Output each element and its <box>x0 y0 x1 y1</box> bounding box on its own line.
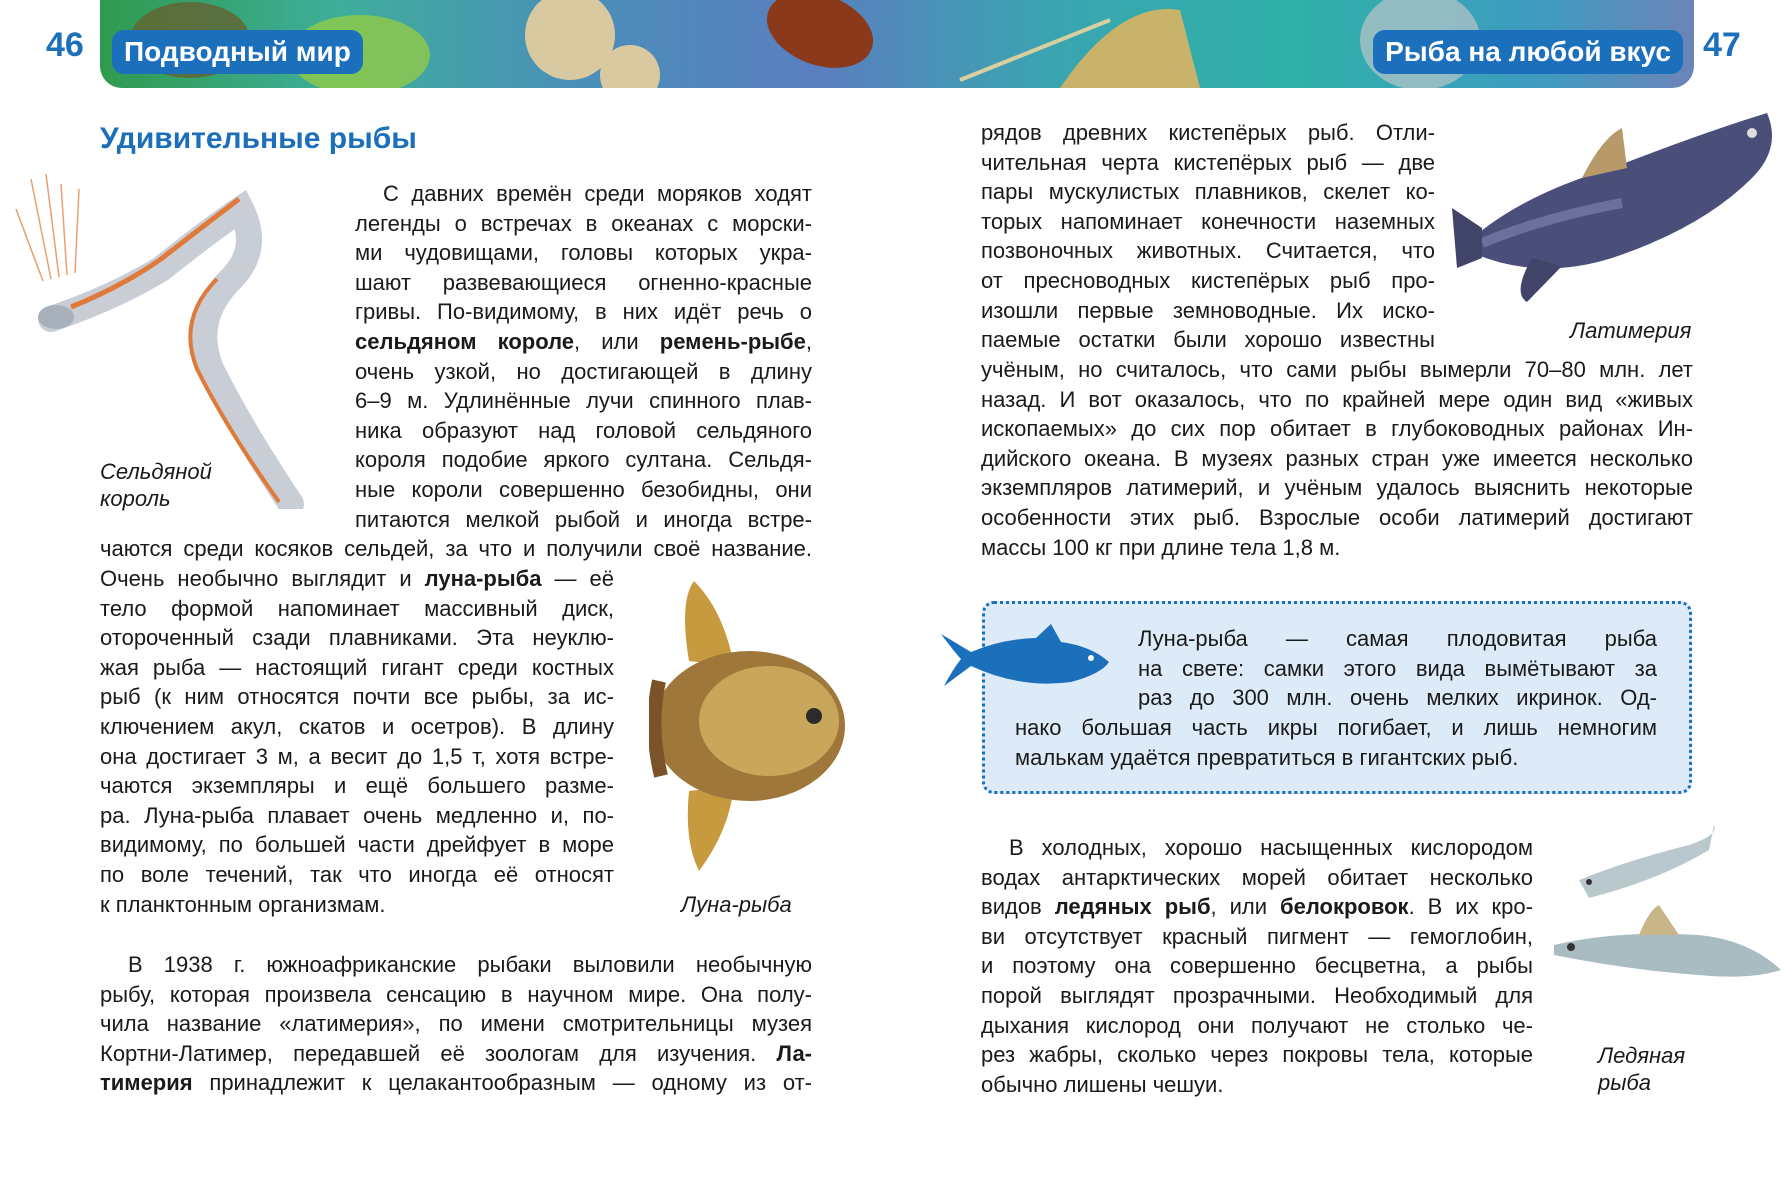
callout-text-narrow <box>1138 624 1657 713</box>
text-line <box>355 357 812 387</box>
callout-text-wide <box>1015 713 1657 772</box>
text-run: жая рыба — настоящий гигант среди костных <box>100 654 614 680</box>
caption-oarfish <box>100 458 212 512</box>
bold-term: тимерия <box>100 1070 193 1096</box>
section-title-right: Рыба на любой вкус <box>1373 30 1683 74</box>
text-run: назад. И вот оказалось, что по крайней мере один вид «живых <box>981 386 1693 412</box>
caption-line: Ледяная <box>1598 1043 1686 1068</box>
text-run: водах антарктических морей обитает несколько <box>981 864 1533 890</box>
paragraph-coelacanth-narrow <box>981 118 1435 355</box>
text-line <box>100 594 614 624</box>
text-run: тело формой напоминает массивный диск, <box>100 595 614 621</box>
text-line <box>355 238 812 268</box>
text-line <box>1015 713 1657 743</box>
text-run: С давних времён среди моряков ходят <box>383 181 812 206</box>
page-number-left: 46 <box>46 26 84 64</box>
text-line <box>100 1068 812 1098</box>
text-line <box>100 980 812 1010</box>
caption-line: рыба <box>1598 1070 1652 1095</box>
text-line <box>981 148 1435 178</box>
text-run: видимому, по большей части дрейфует в море <box>100 832 614 858</box>
text-line <box>355 327 812 357</box>
page-number-right: 47 <box>1703 26 1741 64</box>
text-run: позвоночных животных. Считается, что <box>981 238 1435 264</box>
text-line <box>355 445 812 475</box>
text-run: шают развевающиеся огненно-красные <box>355 269 812 295</box>
text-line <box>100 860 614 890</box>
text-run: чила название «латимерия», по имени смотрительницы музея <box>100 1011 812 1037</box>
bold-term: ремень-рыбе <box>659 328 806 354</box>
text-line <box>100 950 812 980</box>
text-run: рыб (к ним относятся почти все рыбы, за ис- <box>100 684 614 710</box>
text-run: нако большая часть икры погибает, и лишь немногим <box>1015 715 1657 740</box>
text-line <box>981 922 1533 952</box>
text-run: Луна-рыба — самая плодовитая рыба <box>1138 626 1657 651</box>
text-line <box>355 475 812 505</box>
text-run: чаются экземпляры и ещё большего разме- <box>100 773 614 799</box>
sunfish-illustration <box>649 581 849 871</box>
paragraph-oarfish-narrow <box>355 179 812 534</box>
text-line <box>981 177 1435 207</box>
paragraph-coelacanth-start <box>100 950 812 1098</box>
paragraph-sunfish <box>100 564 614 919</box>
text-run: на свете: самки этого вида вымётывают за <box>1138 655 1657 681</box>
text-run: . В их кро- <box>1408 894 1533 920</box>
text-run: отороченный сзади плавниками. Эта неуклю- <box>100 625 614 651</box>
text-run: и поэтому она совершенно бесцветна, а рыбы <box>981 953 1533 979</box>
text-run: В 1938 г. южноафриканские рыбаки выловили необычную <box>128 952 812 977</box>
bold-term: ледяных рыб <box>1054 894 1211 920</box>
text-line <box>981 207 1435 237</box>
caption-line: Сельдяной <box>100 459 212 484</box>
text-line <box>100 712 614 742</box>
text-run: принадлежит к целакантообразным — одному из от- <box>192 1070 812 1096</box>
text-run: паемые остатки были хорошо известны <box>981 327 1435 353</box>
text-line <box>981 414 1693 444</box>
text-line <box>355 505 812 535</box>
text-run: особенности этих рыб. Взрослые особи латимерий достигают <box>981 504 1693 530</box>
text-line <box>100 564 614 594</box>
text-run: к планктонным организмам. <box>100 891 386 917</box>
text-run: ные короли совершенно безобидны, они <box>355 476 812 502</box>
caption-coelacanth: Латимерия <box>1570 318 1692 343</box>
text-run: короля подобие яркого султана. Сельдя- <box>355 447 812 473</box>
text-line <box>100 830 614 860</box>
text-run: Очень необычно выглядит и <box>100 566 425 591</box>
caption-sunfish: Луна-рыба <box>681 892 792 917</box>
text-run: торых напоминает конечности наземных <box>981 208 1435 234</box>
text-run: ископаемых» до сих пор обитает в глубоководных районах Ин- <box>981 416 1693 442</box>
text-run: чаются среди косяков сельдей, за что и получили своё название. <box>100 536 812 561</box>
text-line <box>100 682 614 712</box>
text-line <box>355 268 812 298</box>
text-line <box>1138 683 1657 713</box>
text-line <box>981 118 1435 148</box>
text-line <box>981 266 1435 296</box>
text-run: Кортни-Латимер, передавшей её зоологам для изучения. <box>100 1040 777 1066</box>
text-run: малькам удаётся превратиться в гигантских рыб. <box>1015 744 1519 770</box>
caption-line: король <box>100 486 171 511</box>
text-run: питаются мелкой рыбой и иногда встре- <box>355 506 812 532</box>
text-line <box>1138 654 1657 684</box>
text-line <box>981 833 1533 863</box>
text-line <box>981 236 1435 266</box>
coelacanth-illustration <box>1452 108 1783 302</box>
text-run: рыбу, которая произвела сенсацию в научном мире. Она полу- <box>100 981 812 1007</box>
text-run: ника образуют над головой сельдяного <box>355 417 812 443</box>
text-run: видов <box>981 894 1055 920</box>
text-run: очень узкой, но достигающей в длину <box>355 358 812 384</box>
text-line <box>100 653 614 683</box>
paragraph-coelacanth-full <box>981 355 1693 562</box>
text-line <box>981 1011 1533 1041</box>
text-line <box>100 890 614 920</box>
text-line <box>981 951 1533 981</box>
text-run: экземпляров латимерий, и учёным удалось выяснить некоторые <box>981 475 1693 501</box>
text-run: ра. Луна-рыба плавает очень медленно и, по- <box>100 802 614 828</box>
text-line <box>355 416 812 446</box>
text-run: обычно лишены чешуи. <box>981 1071 1224 1097</box>
text-line <box>100 1009 812 1039</box>
text-run: , или <box>1210 894 1281 920</box>
text-run: по воле течений, так что иногда её относят <box>100 861 614 887</box>
text-run: легенды о встречах в океанах с морски- <box>355 210 812 236</box>
text-run: чительная черта кистепёрых рыб — две <box>981 149 1435 175</box>
text-line <box>1138 624 1657 654</box>
text-line <box>981 863 1533 893</box>
text-run: 6–9 м. Удлинённые лучи спинного плав- <box>355 388 812 414</box>
text-run: изошли первые земноводные. Их иско- <box>981 297 1435 323</box>
text-run: массы 100 кг при длине тела 1,8 м. <box>981 534 1341 560</box>
text-line <box>981 1070 1533 1100</box>
text-line <box>100 742 614 772</box>
text-line <box>981 444 1693 474</box>
text-run: от пресноводных кистепёрых рыб про- <box>981 267 1435 293</box>
paragraph-icefish <box>981 833 1533 1099</box>
icefish-illustration <box>1549 820 1783 1010</box>
text-line <box>100 771 614 801</box>
fish-icon <box>941 624 1109 694</box>
text-run: дыхания кислород они получают не столько че- <box>981 1012 1533 1038</box>
text-line <box>355 386 812 416</box>
text-line <box>981 325 1435 355</box>
text-run: порой выглядят прозрачными. Необходимый для <box>981 982 1533 1008</box>
text-run: , <box>805 328 812 354</box>
text-run: ми чудовищами, головы которых укра- <box>355 240 812 266</box>
text-run: дийского океана. В музеях разных стран уже имеется несколько <box>981 445 1693 471</box>
text-run: гривы. По-видимому, в них идёт речь о <box>355 299 812 325</box>
text-line <box>100 801 614 831</box>
text-run: учёным, но считалось, что сами рыбы вымерли 70–80 млн. лет <box>981 357 1693 382</box>
text-run: пары мускулистых плавников, скелет ко- <box>981 179 1435 205</box>
text-line <box>355 209 812 239</box>
text-run: рез жабры, сколько через покровы тела, которые <box>981 1042 1533 1068</box>
text-line <box>981 892 1533 922</box>
text-line <box>355 179 812 209</box>
text-line <box>981 296 1435 326</box>
bold-term: белокровок <box>1280 894 1409 920</box>
text-run: — её <box>541 566 614 591</box>
bold-term: луна-рыба <box>424 566 542 591</box>
text-line <box>100 1039 812 1069</box>
text-line <box>981 981 1533 1011</box>
text-run: , или <box>574 328 660 354</box>
text-run: ви отсутствует красный пигмент — гемоглобин, <box>981 923 1533 949</box>
section-title-left: Подводный мир <box>112 30 363 74</box>
text-run: В холодных, хорошо насыщенных кислородом <box>1009 835 1533 860</box>
text-line <box>981 1040 1533 1070</box>
text-line <box>981 385 1693 415</box>
text-line <box>981 355 1693 385</box>
text-line <box>1015 743 1657 773</box>
text-line <box>981 533 1693 563</box>
bold-term: Ла- <box>776 1040 812 1066</box>
text-line <box>355 297 812 327</box>
text-line <box>981 473 1693 503</box>
text-line <box>100 623 614 653</box>
text-line <box>981 503 1693 533</box>
text-run: рядов древних кистепёрых рыб. Отли- <box>981 120 1435 145</box>
article-title: Удивительные рыбы <box>100 122 417 155</box>
text-line <box>100 534 812 564</box>
text-run: раз до 300 млн. очень мелких икринок. Од- <box>1138 685 1657 711</box>
bold-term: сельдяном короле <box>355 328 575 354</box>
text-run: ключением акул, скатов и осетров). В длину <box>100 713 614 739</box>
paragraph-oarfish-end <box>100 534 812 564</box>
caption-icefish <box>1598 1042 1685 1096</box>
text-run: она достигает 3 м, а весит до 1,5 т, хотя встре- <box>100 743 614 769</box>
